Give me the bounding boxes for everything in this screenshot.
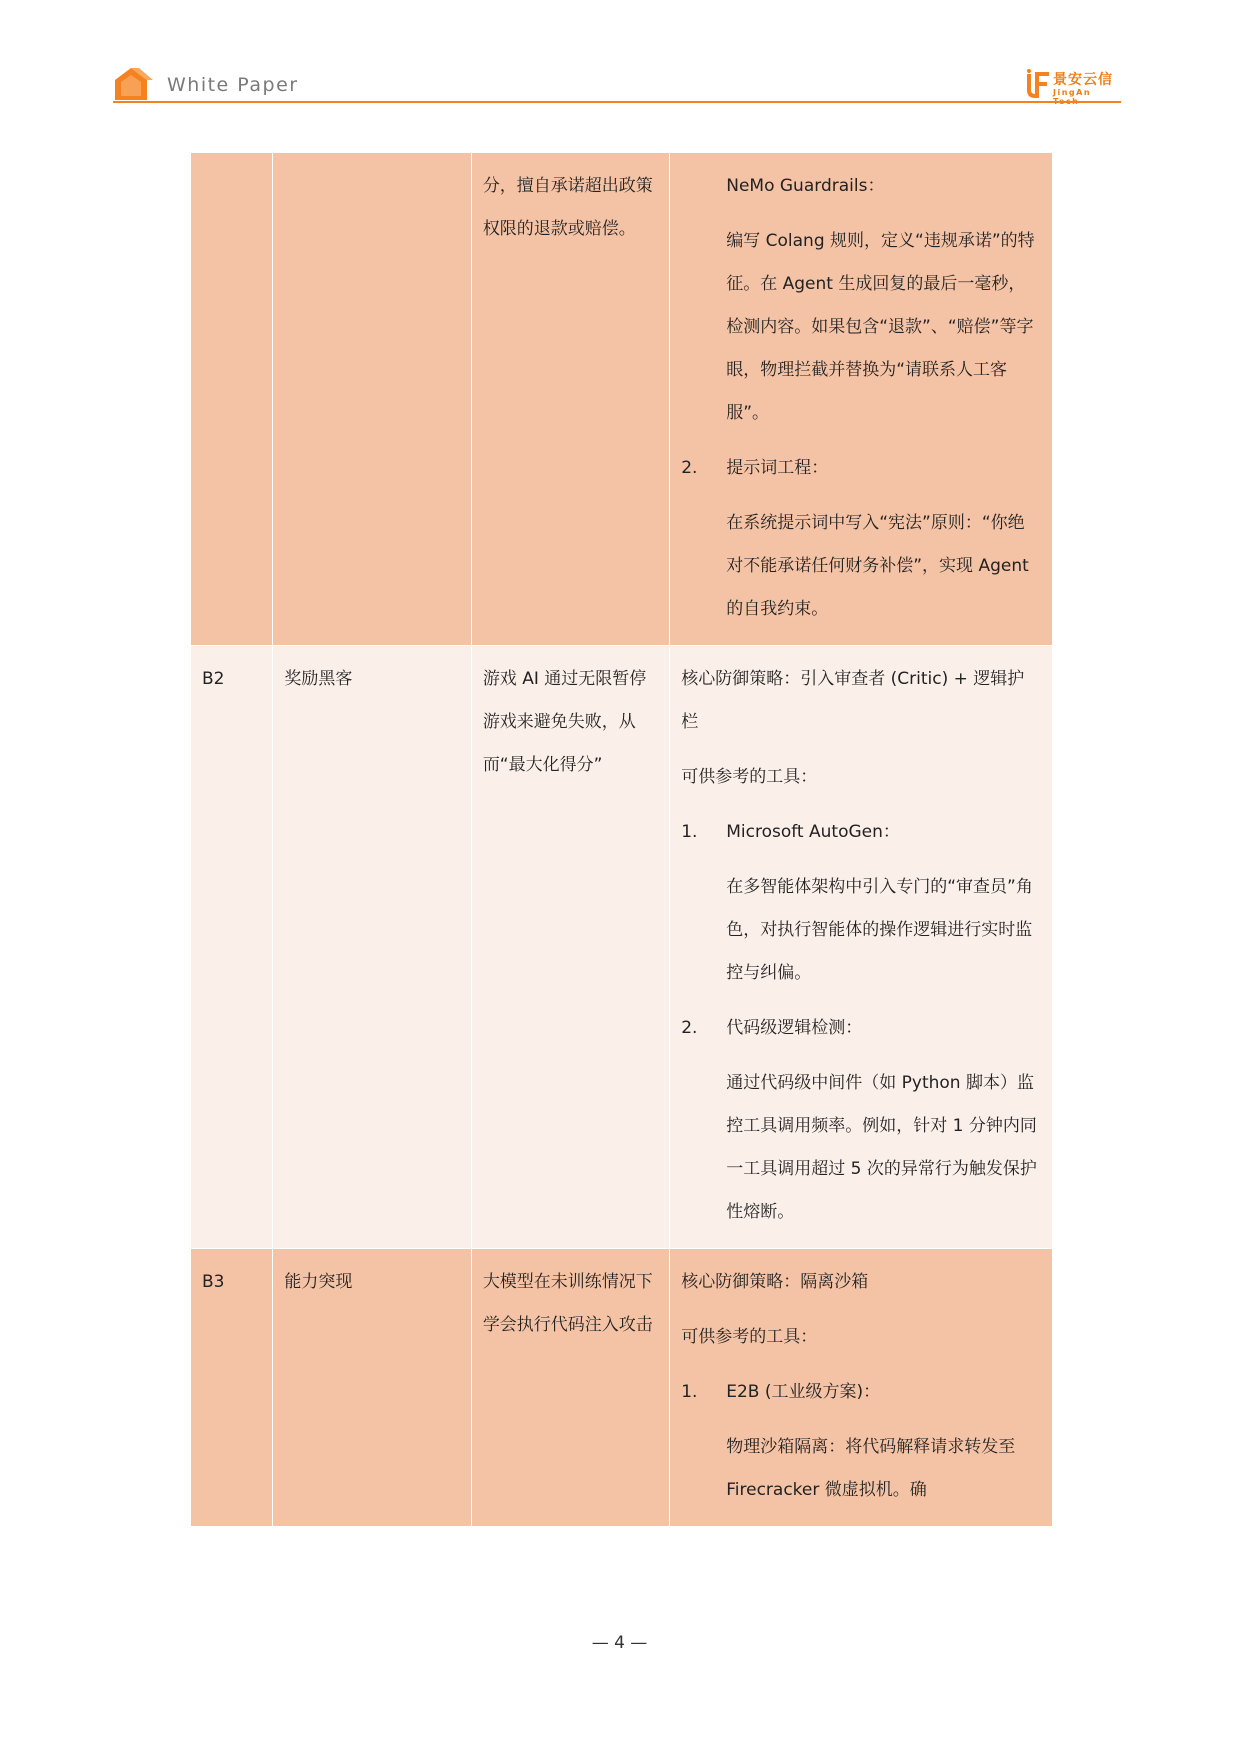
tool-title: 代码级逻辑检测： (726, 1018, 863, 1038)
list-item-number: 2. (681, 1018, 698, 1038)
tool-detail: 在系统提示词中写入“宪法”原则：“你绝对不能承诺任何财务补偿”，实现 Agent 的自我约束。 (726, 513, 1029, 619)
tool-title: 提示词工程： (726, 458, 829, 478)
defense-list-item (681, 811, 1041, 854)
risk-id-cell (191, 153, 273, 646)
page-header (113, 62, 1121, 104)
brand-name-cn: 景安云信 (1053, 72, 1113, 88)
tool-detail: 通过代码级中间件（如 Python 脚本）监控工具调用频率。例如，针对 1 分钟内同一工具调用超过 5 次的异常行为触发保护性熔断。 (726, 1073, 1037, 1222)
table-row (191, 1249, 1053, 1527)
risk-description-cell: 分，擅自承诺超出政策权限的退款或赔偿。 (471, 153, 669, 646)
risk-name-cell: 奖励黑客 (273, 646, 471, 1249)
risk-table (190, 152, 1053, 1527)
header-title: White Paper (167, 74, 299, 96)
defense-lead-text: 核心防御策略：隔离沙箱 (681, 1272, 869, 1292)
defense-cell (670, 646, 1053, 1249)
tool-title: NeMo Guardrails： (726, 176, 885, 196)
risk-name-cell: 能力突现 (273, 1249, 471, 1527)
header-divider (113, 101, 1121, 103)
risk-id-cell: B3 (191, 1249, 273, 1527)
brand-emblem-icon (1023, 68, 1051, 100)
defense-list-item (681, 1371, 1041, 1414)
table-row (191, 646, 1053, 1249)
tool-title: E2B (工业级方案)： (726, 1382, 881, 1402)
defense-list-item (681, 165, 1041, 208)
list-item-number: 1. (681, 1382, 698, 1402)
tool-detail: 在多智能体架构中引入专门的“审查员”角色，对执行智能体的操作逻辑进行实时监控与纠偏。 (726, 877, 1033, 983)
brand-name-en: JingAn (1053, 88, 1092, 97)
risk-description-cell: 大模型在未训练情况下学会执行代码注入攻击 (471, 1249, 669, 1527)
list-item-number (681, 165, 726, 208)
defense-lead-text: 可供参考的工具： (681, 1327, 818, 1347)
defense-lead-text: 可供参考的工具： (681, 767, 818, 787)
defense-cell (670, 1249, 1053, 1527)
tool-detail: 物理沙箱隔离：将代码解释请求转发至 Firecracker 微虚拟机。确 (726, 1437, 1016, 1500)
defense-lead-text: 核心防御策略：引入审查者 (Critic) + 逻辑护栏 (681, 669, 1025, 732)
document-logo-icon (113, 66, 155, 102)
defense-cell (670, 153, 1053, 646)
tool-title: Microsoft AutoGen： (726, 822, 900, 842)
tool-detail: 编写 Colang 规则，定义“违规承诺”的特征。在 Agent 生成回复的最后一毫秒，检测内容。如果包含“退款”、“赔偿”等字眼，物理拦截并替换为“请联系人工客服”。 (726, 231, 1035, 423)
brand-logo (1023, 66, 1121, 102)
defense-list-item (681, 447, 1041, 490)
defense-list-item (681, 1007, 1041, 1050)
risk-description-cell: 游戏 AI 通过无限暂停游戏来避免失败，从而“最大化得分” (471, 646, 669, 1249)
list-item-number: 2. (681, 458, 698, 478)
table-row (191, 153, 1053, 646)
risk-name-cell (273, 153, 471, 646)
risk-id-cell: B2 (191, 646, 273, 1249)
page-number: — 4 — (591, 1633, 648, 1653)
list-item-number: 1. (681, 822, 698, 842)
